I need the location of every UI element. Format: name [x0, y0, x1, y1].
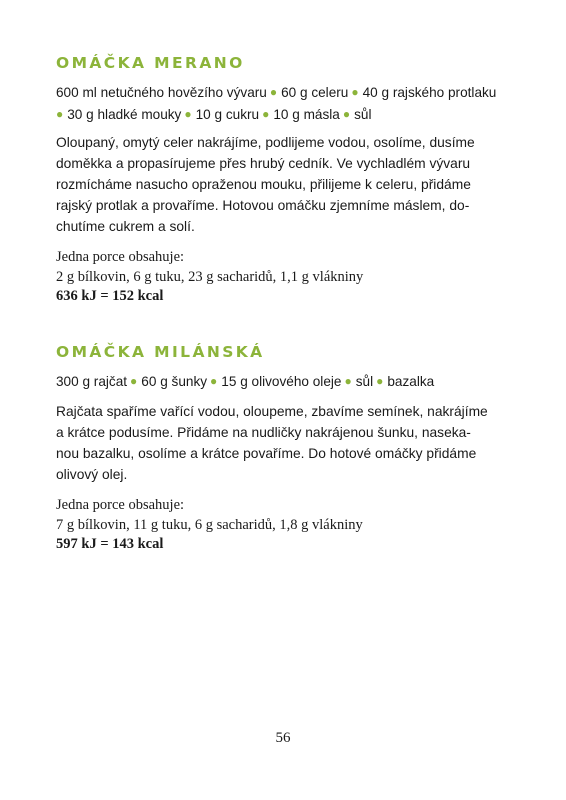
ingredient: 300 g rajčat [56, 374, 128, 389]
ingredient-list [56, 371, 506, 393]
nutrition-label: Jedna porce obsahuje: [56, 497, 185, 513]
recipe-method [56, 401, 496, 485]
bullet-dot-icon: ● [56, 107, 64, 121]
ingredient: 10 g másla [273, 107, 340, 122]
nutrition-values: 2 g bílkovin, 6 g tuku, 23 g sacharidů, 1,1 g vlákniny [56, 268, 364, 285]
ingredient: bazalka [387, 374, 435, 389]
energy-value: 636 kJ = 152 kcal [56, 288, 164, 304]
bullet-dot-icon: ● [342, 107, 351, 121]
recipe-method [56, 132, 496, 237]
method-line: a krátce podusíme. Přidáme na nudličky nakrájenou šunku, naseka- [56, 425, 471, 440]
bullet-dot-icon: ● [344, 374, 352, 388]
nutrition-info [56, 248, 506, 307]
recipe-title: OMÁČKA MERANO [56, 54, 245, 72]
bullet-dot-icon: ● [269, 85, 278, 99]
nutrition-values: 7 g bílkovin, 11 g tuku, 6 g sacharidů, 1,8 g vlákniny [56, 516, 363, 533]
method-line: doměkka a propasírujeme přes hrubý cedník. Ve vychladlém vývaru [56, 156, 471, 171]
method-line: rajský protlak a provaříme. Hotovou omáčku zjemníme máslem, do- [56, 198, 470, 213]
nutrition-label: Jedna porce obsahuje: [56, 249, 185, 265]
method-line: nou bazalku, osolíme a krátce povaříme. Do hotové omáčky přidáme [56, 446, 477, 461]
bullet-dot-icon: ● [210, 374, 218, 388]
method-line: Oloupaný, omytý celer nakrájíme, podlijeme vodou, osolíme, dusíme [56, 135, 475, 150]
ingredient: 600 ml netučného hovězího vývaru [56, 85, 267, 100]
nutrition-info [56, 496, 506, 555]
bullet-dot-icon: ● [376, 374, 384, 388]
ingredient: sůl [355, 374, 374, 389]
ingredient-list [56, 82, 506, 126]
method-line: rozmícháme nasucho opraženou mouku, přilijeme k celeru, přidáme [56, 177, 471, 192]
bullet-dot-icon: ● [262, 107, 270, 121]
energy-value: 597 kJ = 143 kcal [56, 536, 164, 552]
bullet-dot-icon: ● [184, 107, 192, 121]
ingredient: 15 g olivového oleje [221, 374, 342, 389]
method-line: olivový olej. [56, 467, 128, 482]
ingredient: 60 g celeru [281, 85, 349, 100]
method-line: Rajčata spaříme vařící vodou, oloupeme, zbavíme semínek, nakrájíme [56, 404, 488, 419]
ingredient: 60 g šunky [141, 374, 208, 389]
ingredient: sůl [354, 107, 372, 122]
method-line: chutíme cukrem a solí. [56, 219, 195, 234]
ingredient: 30 g hladké mouky [67, 107, 182, 122]
bullet-dot-icon: ● [130, 374, 138, 388]
page-number: 56 [275, 730, 291, 746]
ingredient: 10 g cukru [195, 107, 260, 122]
ingredient: 40 g rajského protlaku [362, 85, 497, 100]
recipe-title: OMÁČKA MILÁNSKÁ [56, 343, 265, 361]
bullet-dot-icon: ● [351, 85, 359, 99]
